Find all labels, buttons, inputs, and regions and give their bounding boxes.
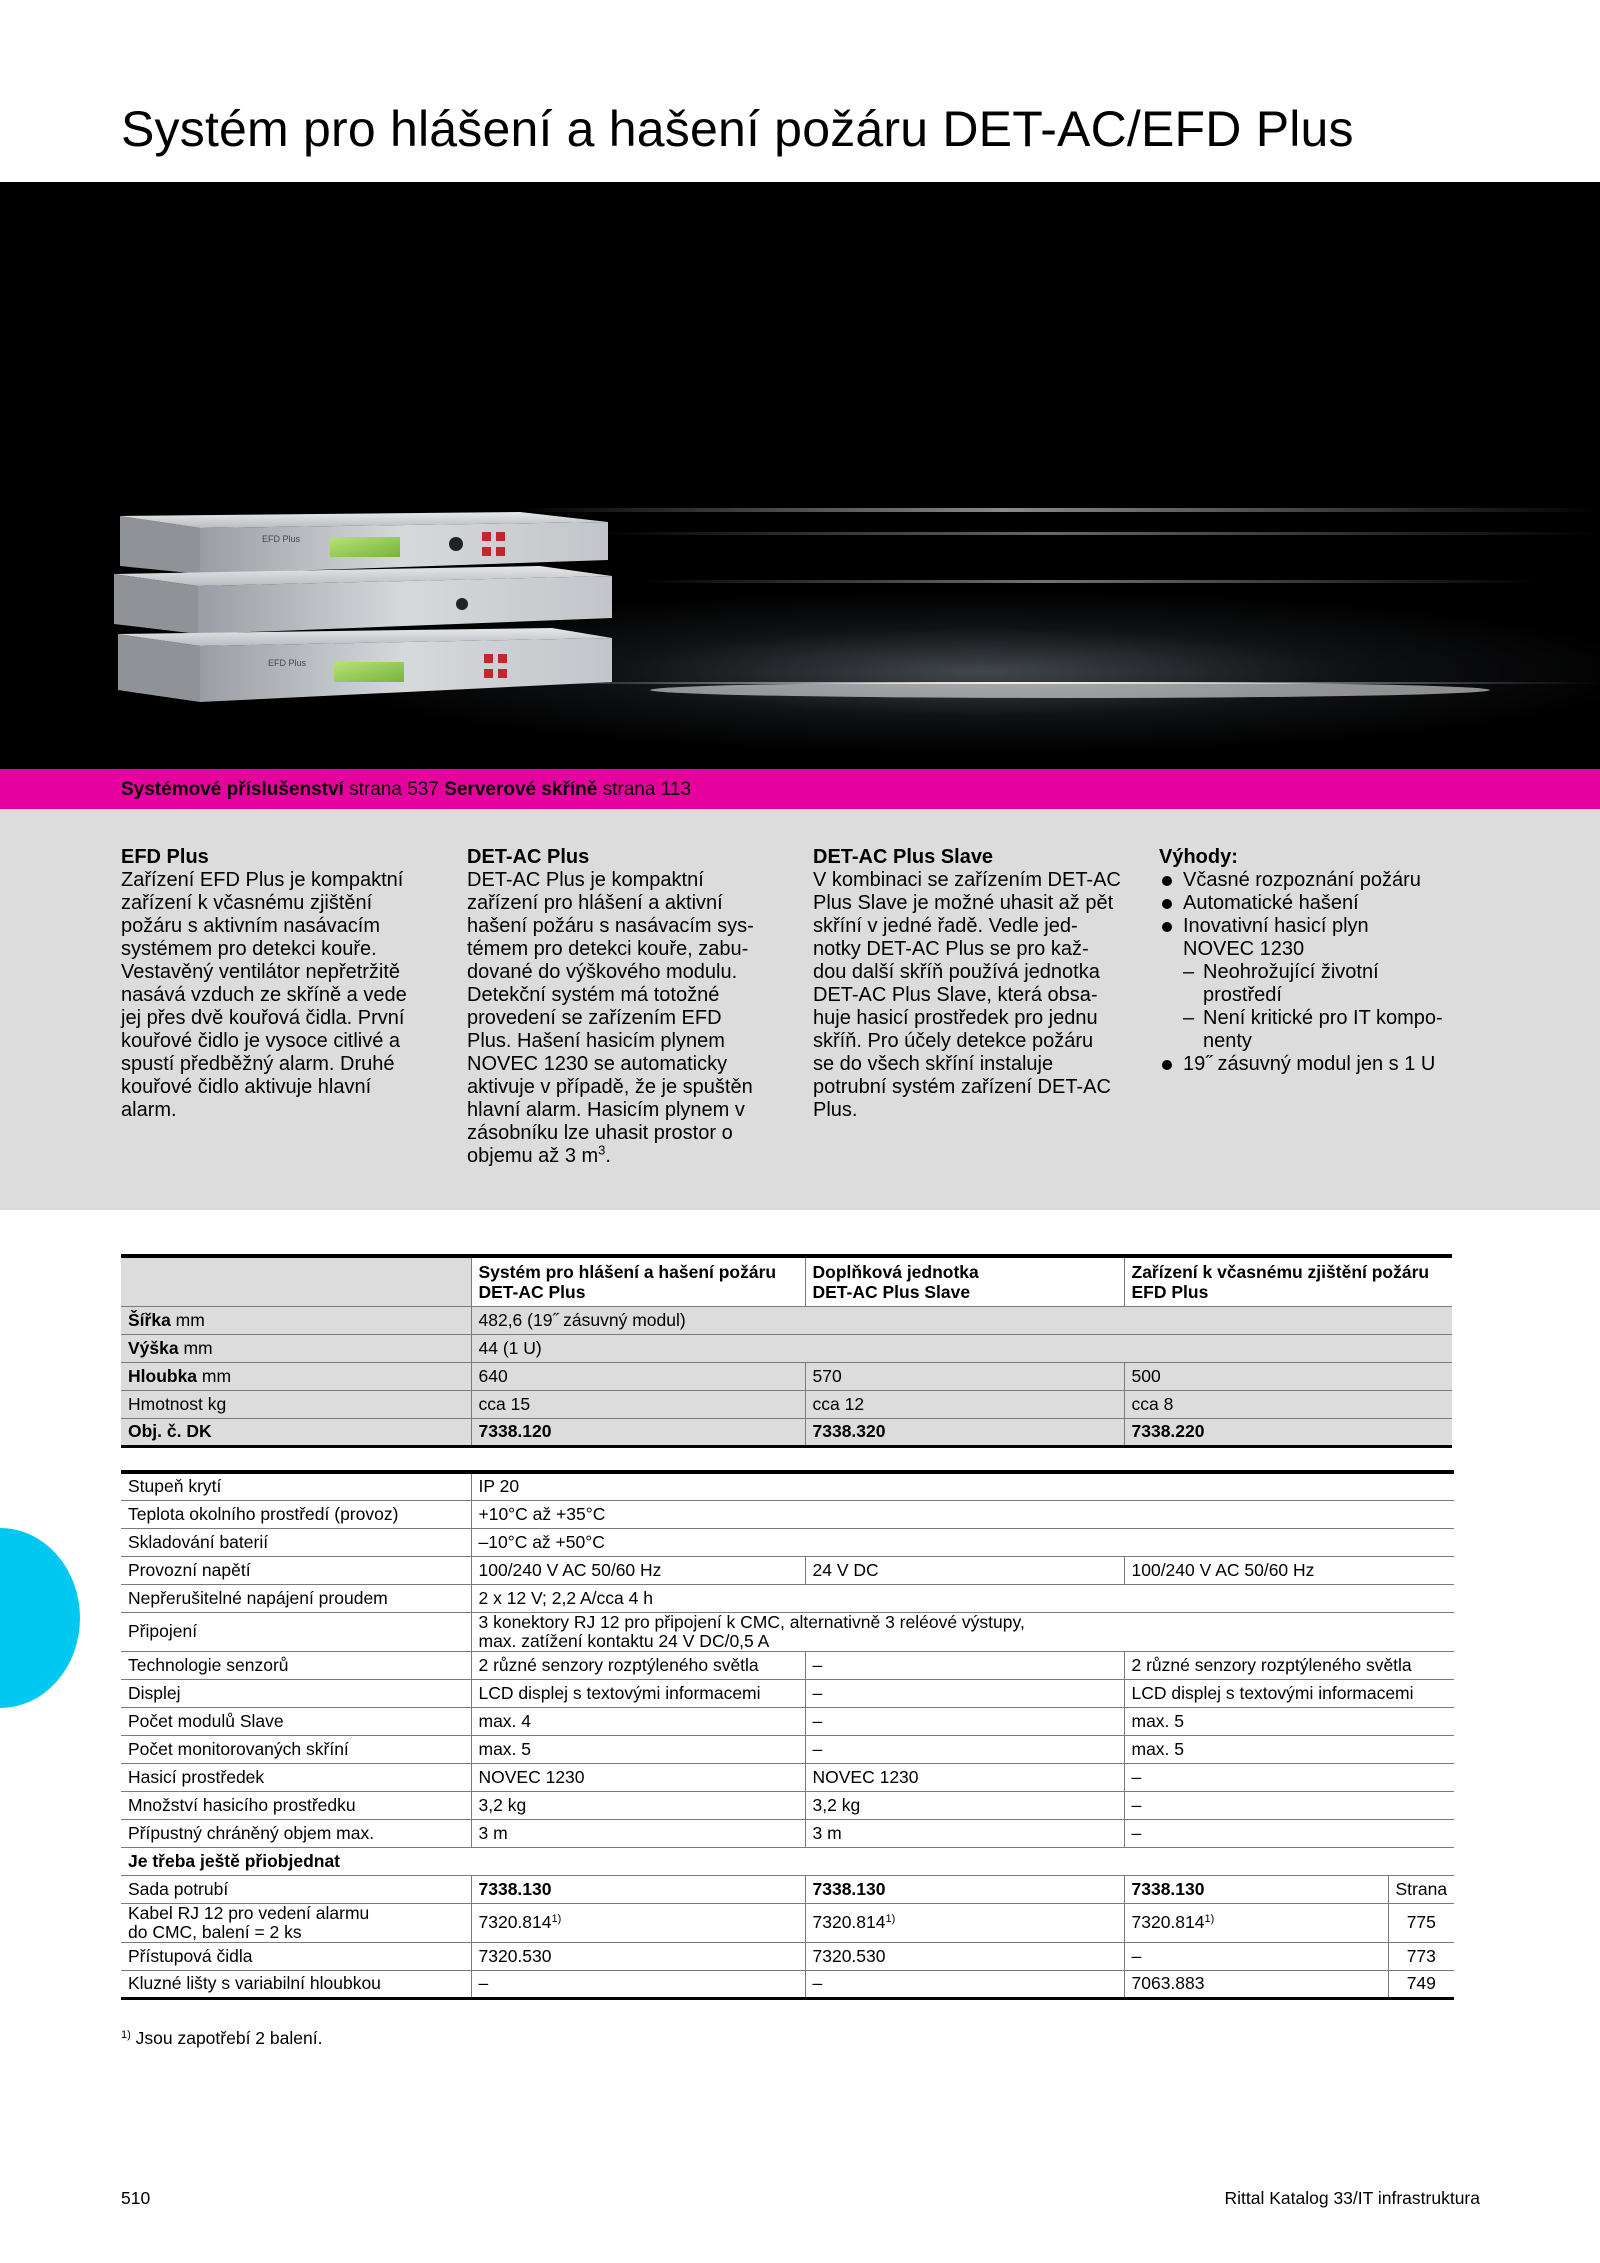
row-label: Připojení [121,1612,471,1651]
page-ref: 749 [1388,1970,1454,1998]
page-ref: 775 [1388,1903,1454,1942]
table-cell: IP 20 [471,1472,1454,1500]
page-ref: Strana [1388,1875,1454,1903]
table-cell: 7063.883 [1124,1970,1388,1998]
column-title: DET-AC Plus Slave [813,846,994,868]
table-cell: cca 8 [1124,1390,1452,1418]
accessories-page: strana 537 [343,779,439,800]
row-label: Kabel RJ 12 pro vedení alarmu do CMC, balení = 2 ks [121,1903,471,1942]
list-item: 19˝ zásuvný modul jen s 1 U [1159,1053,1479,1076]
server-racks-page: strana 113 [597,779,692,800]
product-photo [0,182,1600,769]
table-row [121,1791,1454,1819]
table-row [121,1390,1452,1418]
table-cell: max. 5 [471,1735,805,1763]
order-number: 7338.120 [471,1418,805,1446]
page-title: Systém pro hlášení a hašení požáru DET-AC/EFD Plus [121,101,1354,157]
table-cell: 7320.814$^{1)}$ [1124,1903,1388,1942]
table-cell: 3 m [805,1819,1124,1847]
table-cell: 500 [1124,1362,1452,1390]
order-section-header [121,1847,1454,1875]
table-header: Doplňková jednotka DET-AC Plus Slave [805,1256,1124,1306]
table-cell: – [805,1707,1124,1735]
page-ref: 773 [1388,1942,1454,1970]
table-row [121,1334,1452,1362]
table-cell: 7320.814$^{1)}$ [471,1903,805,1942]
table-cell: 3 m [471,1819,805,1847]
table-header-empty [121,1256,471,1306]
list-item: Včasné rozpoznání požáru [1159,869,1479,892]
table-cell: 7320.530 [805,1942,1124,1970]
row-label: Hasicí prostředek [121,1763,471,1791]
table-cell: +10°C až +35°C [471,1500,1454,1528]
column-advantages [1159,846,1479,1076]
table-row [121,1418,1452,1446]
table-cell: max. 5 [1124,1707,1454,1735]
column-text: V kombinaci se zařízením DET-AC Plus Slave je možné uhasit až pět skříní v jedné řadě. Vedle jed- notky DET-AC Plus se pro kaž- dou další skříň používá jednotka DET-AC Plus Slave, která obsa- huje hasicí prostředek pro jednu skříň. Pro účely detekce požáru se do všech skříní instaluje potrubní systém zařízení DET-AC Plus. [813,869,1121,1121]
row-label: Počet modulů Slave [121,1707,471,1735]
accessories-link-label[interactable]: Systémové příslušenství [121,779,344,800]
list-subitem: – Neohrožující životní prostředí [1159,961,1479,1007]
row-label: Počet monitorovaných skříní [121,1735,471,1763]
dimensions-table [121,1254,1452,1448]
table-cell: 7320.530 [471,1942,805,1970]
table-cell: 100/240 V AC 50/60 Hz [471,1556,805,1584]
table-cell: 44 (1 U) [471,1334,1452,1362]
table-cell: 24 V DC [805,1556,1124,1584]
lcd-display [334,662,404,682]
column-det-ac-slave [813,846,1153,1122]
column-text: Zařízení EFD Plus je kompaktní zařízení k včasnému zjištění požáru s aktivním nasávacím systémem pro detekci kouře. Vestavěný ventilátor nepřetržitě nasává vzduch ze skříně a vede jej přes dvě kouřová čidla. První kouřové čidlo je vysoce citlivé a spustí předběžný alarm. Druhé kouřové čidlo aktivuje hlavní alarm. [121,869,407,1121]
table-header: Systém pro hlášení a hašení požáru DET-AC Plus [471,1256,805,1306]
table-row [121,1679,1454,1707]
table-cell: 2 x 12 V; 2,2 A/cca 4 h [471,1584,1454,1612]
table-row [121,1875,1454,1903]
row-label: Kluzné lišty s variabilní hloubkou [121,1970,471,1998]
row-label: Teplota okolního prostředí (provoz) [121,1500,471,1528]
row-label: Přípustný chráněný objem max. [121,1819,471,1847]
row-label: Obj. č. DK [121,1418,471,1446]
table-cell: 640 [471,1362,805,1390]
table-cell: – [805,1651,1124,1679]
row-label: Sada potrubí [121,1875,471,1903]
table-cell: 2 různé senzory rozptýleného světla [471,1651,805,1679]
table-row [121,1651,1454,1679]
table-cell: – [805,1679,1124,1707]
table-cell: max. 5 [1124,1735,1454,1763]
table-cell: 570 [805,1362,1124,1390]
column-text: DET-AC Plus je kompaktní zařízení pro hlášení a aktivní hašení požáru s nasávacím sys- témem pro detekci kouře, zabu- dované do výškového modulu. Detekční systém má totožné provedení se zařízením EFD Plus. Hašení hasicím plynem NOVEC 1230 se automaticky aktivuje v případě, že je spuštěn hlavní alarm. Hasicím plynem v zásobníku lze uhasit prostor o objemu až 3 $m^3$. [467,869,754,1167]
row-label: Šířka mm [121,1306,471,1334]
row-label: Přístupová čidla [121,1942,471,1970]
device-label-bottom: EFD Plus [268,658,307,668]
list-subitem: – Není kritické pro IT kompo- nenty [1159,1007,1479,1053]
advantages-list [1159,869,1479,1076]
table-cell: – [1124,1819,1454,1847]
table-cell: NOVEC 1230 [471,1763,805,1791]
technical-data-table [121,1470,1454,2000]
table-row [121,1362,1452,1390]
table-row [121,1903,1454,1942]
section-tab-marker [0,1528,80,1708]
row-label: Displej [121,1679,471,1707]
table-cell: 7320.814$^{1)}$ [805,1903,1124,1942]
table-row [121,1306,1452,1334]
table-row [121,1612,1454,1651]
page-number: 510 [121,2188,151,2208]
order-number: 7338.130 [805,1875,1124,1903]
table-cell: 2 různé senzory rozptýleného světla [1124,1651,1454,1679]
table-cell: LCD displej s textovými informacemi [471,1679,805,1707]
table-row [121,1819,1454,1847]
column-title: DET-AC Plus [467,846,590,868]
table-row [121,1528,1454,1556]
lcd-display [330,537,400,557]
list-item: Inovativní hasicí plyn NOVEC 1230 [1159,915,1479,961]
row-label: Provozní napětí [121,1556,471,1584]
table-row [121,1500,1454,1528]
advantages-title: Výhody: [1159,846,1238,868]
table-cell: –10°C až +50°C [471,1528,1454,1556]
column-title: EFD Plus [121,846,209,868]
table-row [121,1942,1454,1970]
column-efd-plus [121,846,441,1122]
table-row [121,1970,1454,1998]
table-cell: NOVEC 1230 [805,1763,1124,1791]
table-cell: – [1124,1942,1388,1970]
table-cell: 3,2 kg [805,1791,1124,1819]
device-label-top: EFD Plus [262,534,301,544]
row-label: Hmotnost kg [121,1390,471,1418]
order-number: 7338.130 [471,1875,805,1903]
table-cell: cca 12 [805,1390,1124,1418]
table-cell: 482,6 (19˝ zásuvný modul) [471,1306,1452,1334]
table-row [121,1763,1454,1791]
table-cell: max. 4 [471,1707,805,1735]
row-label: Množství hasicího prostředku [121,1791,471,1819]
order-number: 7338.320 [805,1418,1124,1446]
table-cell: 3,2 kg [471,1791,805,1819]
catalog-footer: Rittal Katalog 33/IT infrastruktura [1224,2188,1480,2208]
row-label: Skladování baterií [121,1528,471,1556]
table-cell: – [1124,1791,1454,1819]
row-label: Výška mm [121,1334,471,1362]
table-header-row [121,1256,1452,1306]
footnote: $^{1)}$ Jsou zapotřebí 2 balení. [121,2028,323,2048]
table-row [121,1472,1454,1500]
det-ac-slave-unit-middle [114,566,612,634]
efd-plus-unit-top [120,512,608,574]
efd-plus-unit-bottom [118,628,612,702]
row-label: Hloubka mm [121,1362,471,1390]
table-cell: cca 15 [471,1390,805,1418]
table-cell: – [471,1970,805,1998]
table-header: Zařízení k včasnému zjištění požáru EFD Plus [1124,1256,1452,1306]
table-cell: 3 konektory RJ 12 pro připojení k CMC, alternativně 3 reléové výstupy, max. zatížení kontaktu 24 V DC/0,5 A [471,1612,1454,1651]
row-label: Nepřerušitelné napájení proudem [121,1584,471,1612]
accessories-bar [0,769,1600,809]
order-number: 7338.130 [1124,1875,1388,1903]
row-label: Technologie senzorů [121,1651,471,1679]
table-row [121,1735,1454,1763]
table-cell: 100/240 V AC 50/60 Hz [1124,1556,1454,1584]
column-det-ac-plus [467,846,797,1168]
list-item: Automatické hašení [1159,892,1479,915]
table-cell: – [805,1970,1124,1998]
table-row [121,1556,1454,1584]
section-title: Je třeba ještě přiobjednat [121,1847,1454,1875]
table-row [121,1707,1454,1735]
server-racks-link-label[interactable]: Serverové skříně [444,779,598,800]
row-label: Stupeň krytí [121,1472,471,1500]
order-number: 7338.220 [1124,1418,1452,1446]
table-cell: LCD displej s textovými informacemi [1124,1679,1454,1707]
table-row [121,1584,1454,1612]
table-cell: – [805,1735,1124,1763]
table-cell: – [1124,1763,1454,1791]
